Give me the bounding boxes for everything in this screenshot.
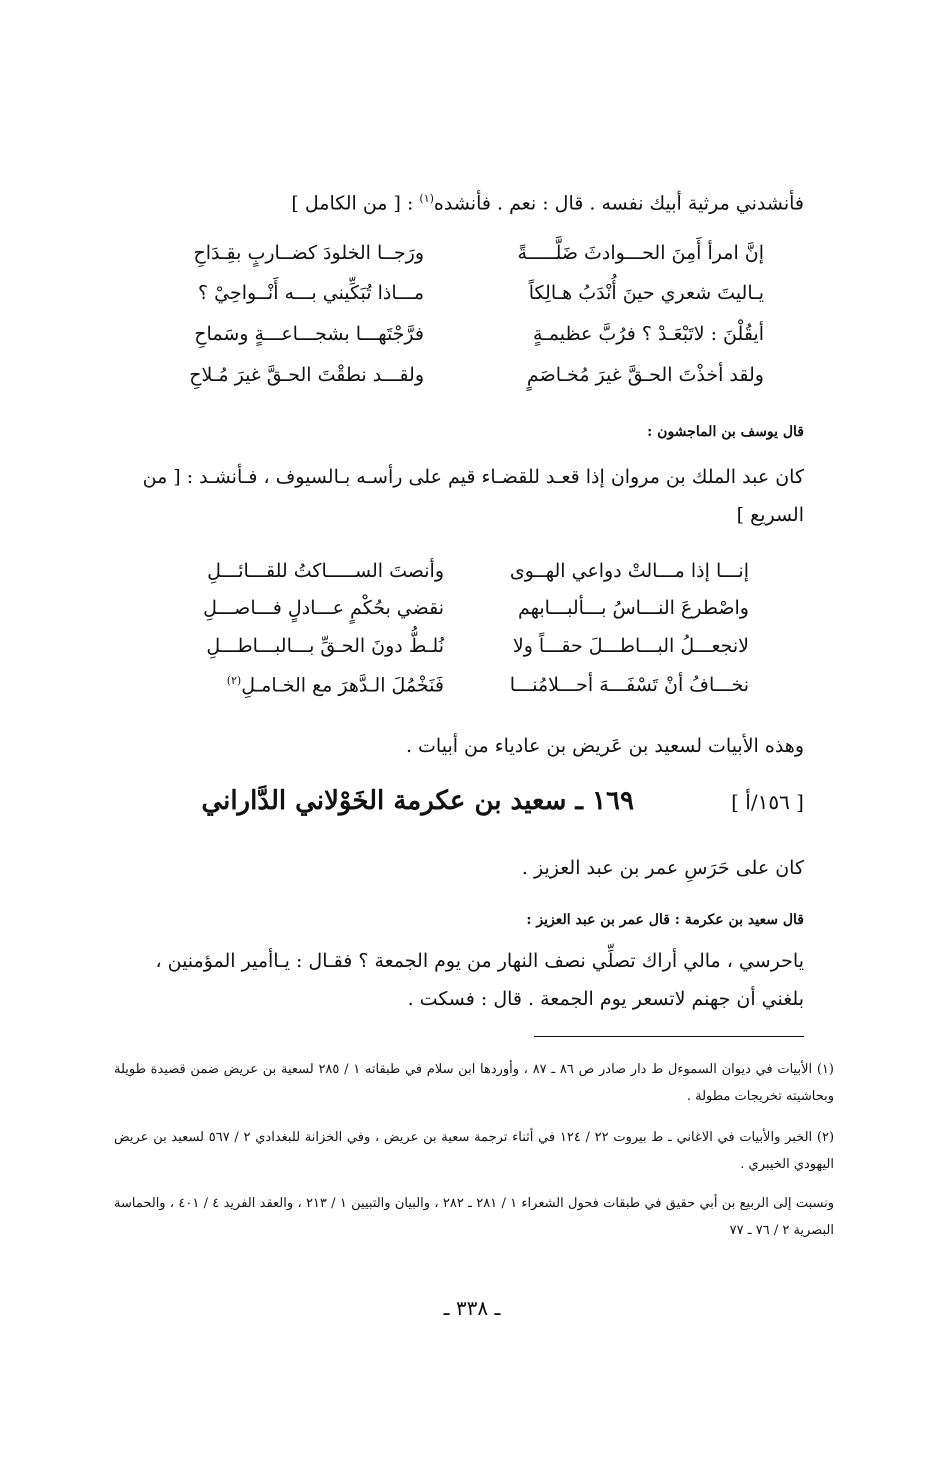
verse-hemistich: نقضي بحُكْمٍ عـــادلٍ فـــاصـــلِ	[203, 597, 444, 619]
entry-heading	[114, 786, 804, 830]
verse-hemistich: ولقد أخذْتَ الحـقَّ غيرَ مُخـاصَمٍ	[526, 364, 764, 386]
paragraph-abd-al-malik: كان عبد الملك بن مروان إذا قعـد للقضـاء قيم على رأسـه بـالسيوف ، فـأنشـد : [ من السريع ]	[142, 466, 804, 526]
paragraph-dialogue: ياحرسي ، مالي أراك تصلِّي نصف النهار من يوم الجمعة ؟ فقـال : يـاأمير المؤمنين ، بلغني أن جهنم لاتسعر يوم الجمعة . قال : فسكت .	[155, 950, 804, 1010]
verse-hemistich: وأنصتَ الســـــاكتُ للقـــائـــلِ	[207, 560, 444, 582]
meter-label: : [ من الكامل ]	[291, 192, 420, 215]
verse-text: فَنَخْمُلَ الـدَّهرَ مع الخـامـلِ	[241, 674, 444, 697]
page-number: ـ ٣٣٨ ـ	[443, 1296, 501, 1320]
footnote-2: (٢) الخبر والأبيات في الاغاني ـ ط بيروت ٢٢ / ١٢٤ في أثناء ترجمة سعية بن عريض ، وفي الخزانة للبغدادي ٢ / ٥٦٧ لسعيد بن عريض اليهودي الخيبري .	[114, 1130, 835, 1172]
paragraph-haras: كان على حَرَسِ عمر بن عبد العزيز .	[521, 857, 804, 879]
verse-hemistich: نُلـطُّ دونَ الحـقِّ بـــالبـــاطـــلِ	[206, 635, 444, 657]
verse-hemistich: ورَجــا الخلودَ كضــاربٍ بقِـدَاحِ	[193, 242, 424, 264]
verse-hemistich: أيقُلْنَ : لاتَبْعَـدْ ؟ فرُبَّ عظيمـةٍ	[532, 323, 764, 345]
closing-note: وهذه الأبيات لسعيد بن عَريض بن عادياء من أبيات .	[405, 735, 804, 757]
verse-hemistich: ولقـــد نطقْتَ الحـقَّ غيرَ مُـلاحِ	[189, 364, 424, 386]
footnote-1: (١) الأبيات في ديوان السموءل ط دار صادر ص ٨٦ ـ ٨٧ ، وأوردها ابن سلام في طبقاته ١ / ٢٨٥ لسعية بن عريض ضمن قصيدة طويلة وبحاشيته تخريجات مطولة .	[114, 1062, 834, 1104]
verse-hemistich: إنَّ امرأ أَمِنَ الحـــوادثَ ضَلَّـــــةً	[517, 242, 764, 264]
footnote-2-continued: ونسبت إلى الربيع بن أبي حقيق في طبقات فحول الشعراء ١ / ٢٨١ ـ ٢٨٢ ، والبيان والتبيين ١ / ٢١٣ ، والعقد الفريد ٤ / ٤٠١ ، والحماسة البصرية ٢ / ٧٦ ـ ٧٧	[114, 1196, 834, 1238]
verse-hemistich: لانجعـــلُ البـــاطـــلَ حقـــاً ولا	[512, 635, 749, 657]
verse-hemistich: مـــاذا تُبَكِّيني بـــه أَنْــواحِيْ ؟	[197, 282, 424, 304]
verse-hemistich: إنـــا إذا مـــالتْ دواعي الهــوى	[509, 560, 749, 582]
intro-text: فأنشدني مرثية أبيك نفسه . قال : نعم . فأنشده	[433, 192, 804, 215]
entry-title: ١٦٩ ـ سعيد بن عكرمة الخَوْلاني الدَّاراني	[201, 786, 634, 816]
footnote-ref-1: (١)	[419, 192, 434, 205]
footnote-ref-2: (٢)	[226, 674, 242, 687]
verse-hemistich	[124, 674, 444, 696]
attribution-yusuf: قال يوسف بن الماجشون :	[647, 424, 804, 440]
folio-reference: [ ١٥٦/أ ]	[731, 790, 804, 814]
verse-hemistich: واصْطرعَ النـــاسُ بـــألبـــابهم	[517, 597, 749, 619]
attribution-said: قال سعيد بن عكرمة : قال عمر بن عبد العزيز :	[526, 912, 804, 928]
footnote-separator	[534, 1036, 804, 1037]
verse-hemistich: نخـــافُ أنْ تَسْفَـــهَ أحـــلامُنـــا	[509, 674, 749, 696]
verse-hemistich: فرَّجْتَهـــا بشجـــاعـــةٍ وسَماحِ	[194, 323, 424, 345]
verse-hemistich: يـاليتَ شعري حينَ أُنْدَبُ هـالِكاً	[528, 282, 764, 304]
intro-line	[114, 183, 804, 219]
